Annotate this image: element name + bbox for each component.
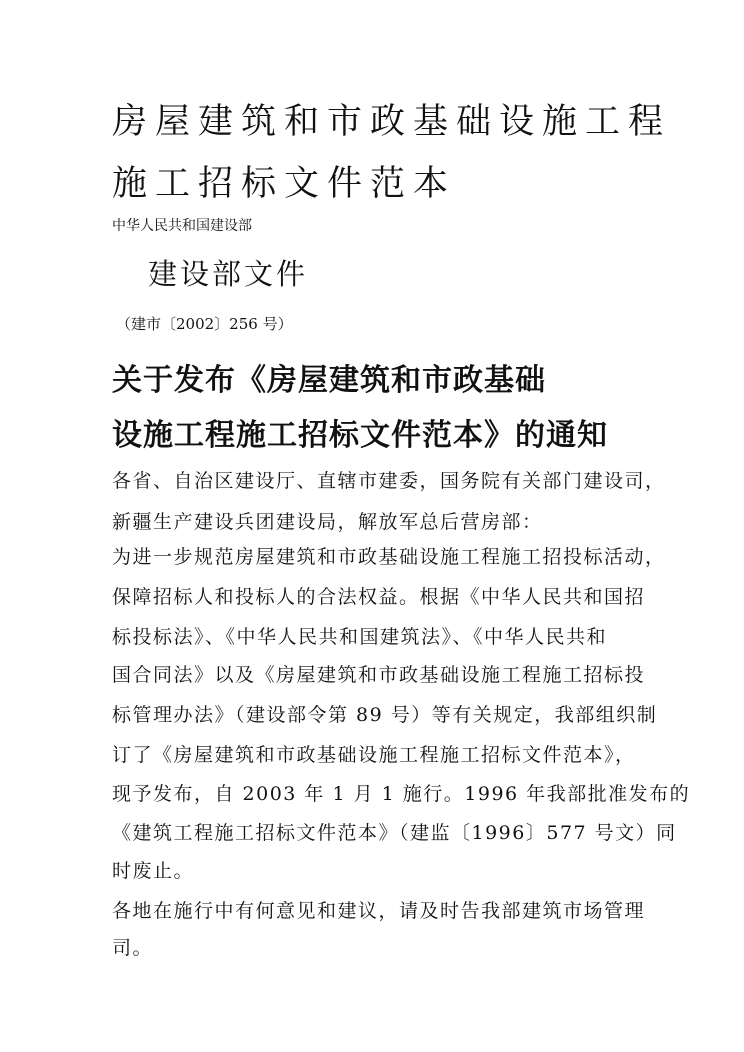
title-line-1: 房屋建筑和市政基础设施工程 — [112, 102, 672, 142]
notice-title-line-2: 设施工程施工招标文件范本》的通知 — [112, 418, 608, 453]
body-line: 新疆生产建设兵团建设局，解放军总后营房部： — [112, 511, 543, 533]
body-line: 为进一步规范房屋建筑和市政基础设施工程施工招投标活动， — [112, 546, 666, 568]
body-line: 标投标法》、《中华人民共和国建筑法》、《中华人民共和 — [112, 626, 608, 648]
body-line: 国合同法》以及《房屋建筑和市政基础设施工程施工招标投 — [112, 664, 646, 686]
body-line: 标管理办法》（建设部令第 89 号）等有关规定，我部组织制 — [112, 704, 658, 726]
doc-number: （建市〔2002〕256 号） — [116, 315, 293, 333]
body-line: 《建筑工程施工招标文件范本》（建监〔1996〕577 号文）同 — [112, 822, 677, 844]
body-line: 保障招标人和投标人的合法权益。根据《中华人民共和国招 — [112, 586, 646, 608]
issuer: 中华人民共和国建设部 — [112, 218, 252, 234]
body-line: 现予发布，自 2003 年 1 月 1 施行。1996 年我部批准发布的 — [112, 783, 691, 805]
body-line: 订了《房屋建筑和市政基础设施工程施工招标文件范本》， — [112, 744, 636, 766]
body-line: 司。 — [112, 937, 154, 959]
notice-title-line-1: 关于发布《房屋建筑和市政基础 — [112, 363, 546, 398]
subheading: 建设部文件 — [148, 257, 309, 291]
title-line-2: 施工招标文件范本 — [112, 164, 457, 204]
body-line: 各地在施行中有何意见和建议，请及时告我部建筑市场管理 — [112, 900, 646, 922]
body-line: 各省、自治区建设厅、直辖市建委，国务院有关部门建设司， — [112, 470, 666, 492]
body-line: 时废止。 — [112, 860, 195, 882]
